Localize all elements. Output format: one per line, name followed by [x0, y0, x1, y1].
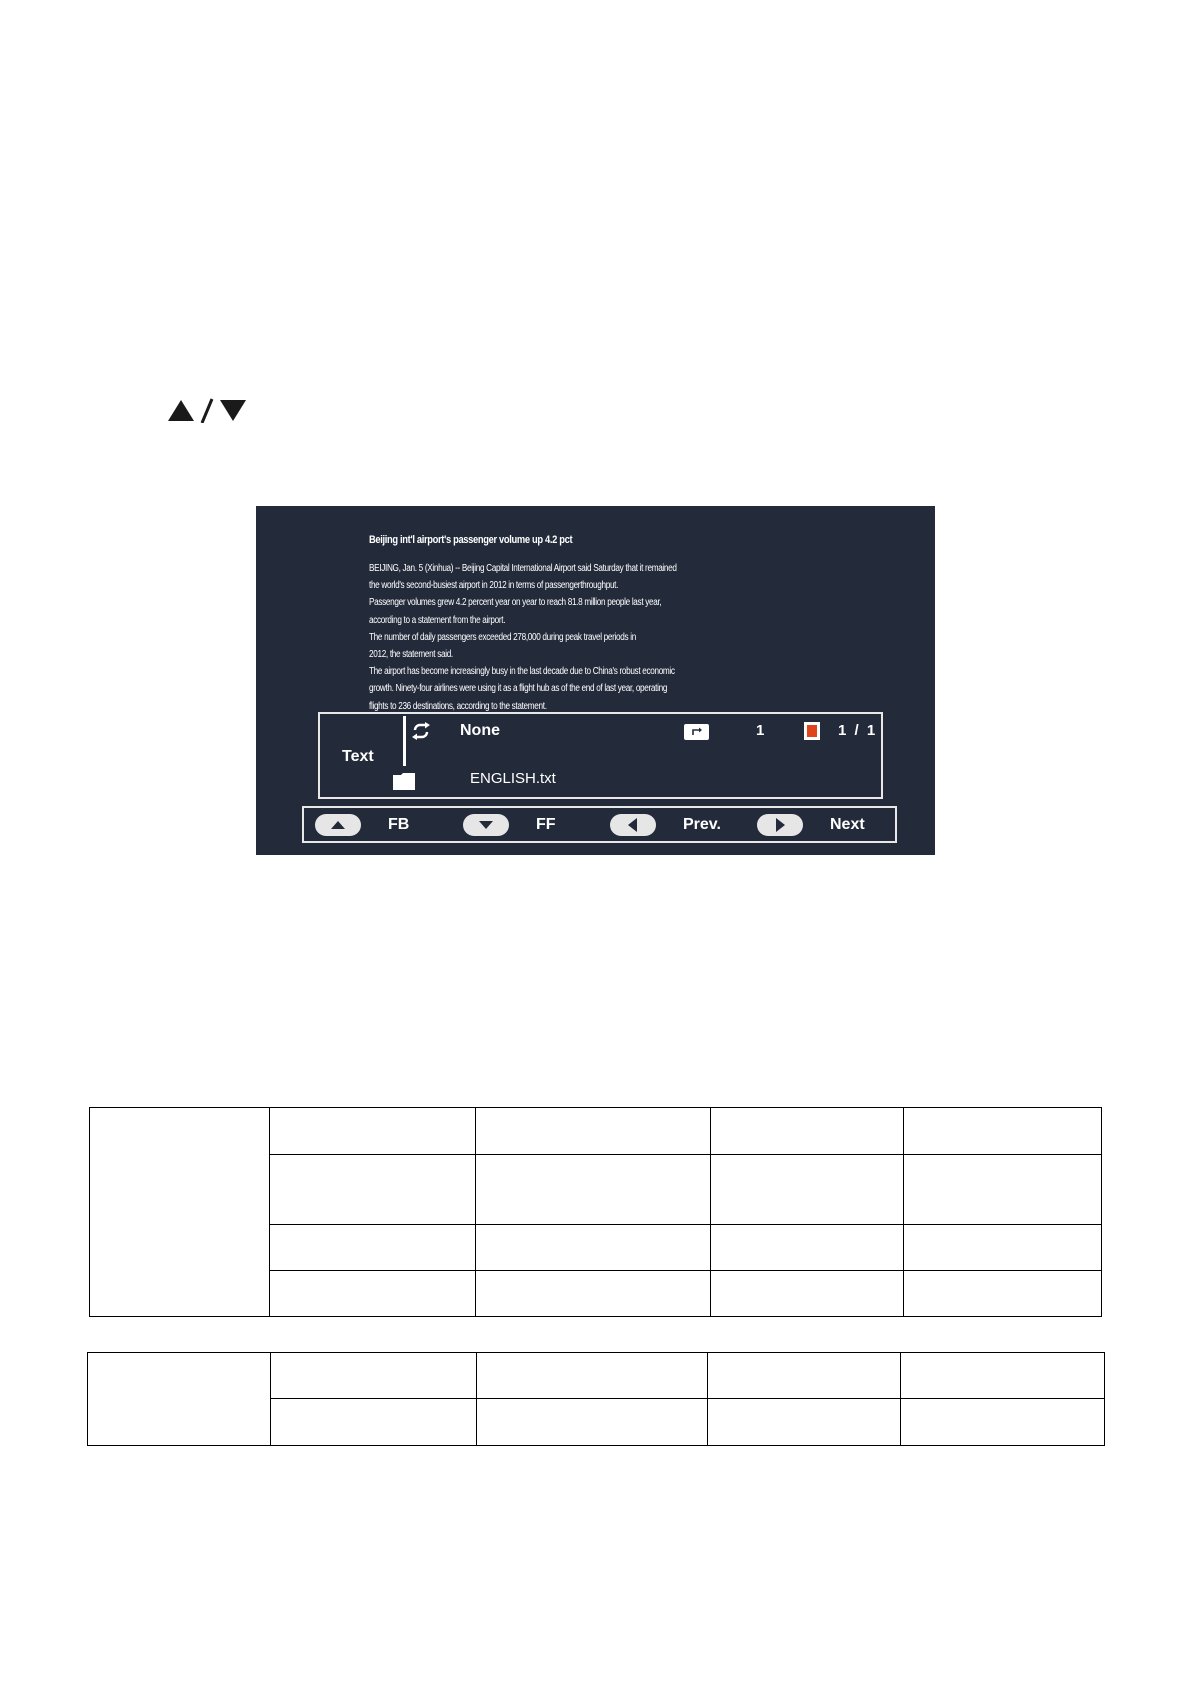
empty-table-1 — [89, 1107, 1102, 1317]
page-icon — [684, 724, 709, 740]
repeat-mode-value: None — [460, 722, 500, 739]
panel-divider — [403, 716, 406, 766]
article-line: Passenger volumes grew 4.2 percent year on year to reach 81.8 million people last year, — [369, 597, 662, 609]
table-cell — [708, 1353, 901, 1399]
table-cell — [90, 1108, 270, 1317]
table-cell — [710, 1271, 904, 1317]
article-line: The airport has become increasingly busy in the last decade due to China's robust economic — [369, 666, 675, 678]
table-cell — [904, 1225, 1102, 1271]
table-cell — [710, 1108, 904, 1155]
file-name: ENGLISH.txt — [470, 770, 556, 787]
table-cell — [477, 1353, 708, 1399]
right-arrow-icon — [757, 814, 803, 836]
article-line: according to a statement from the airport. — [369, 614, 506, 626]
table-cell — [476, 1108, 711, 1155]
text-viewer-screen — [256, 506, 935, 855]
previous-label: Prev. — [683, 816, 721, 833]
table-cell — [710, 1155, 904, 1225]
article-text — [369, 528, 709, 718]
file-count: 1 / 1 — [838, 722, 876, 739]
table-cell — [904, 1271, 1102, 1317]
left-arrow-icon — [610, 814, 656, 836]
table-cell — [708, 1399, 901, 1446]
fast-backward-label: FB — [388, 816, 410, 833]
article-line: The number of daily passengers exceeded 278,000 during peak travel periods in — [369, 631, 636, 643]
table-cell — [88, 1353, 271, 1446]
table-cell — [269, 1271, 476, 1317]
table-cell — [271, 1353, 477, 1399]
table-cell — [476, 1155, 711, 1225]
article-line: BEIJING, Jan. 5 (Xinhua) -- Beijing Capital International Airport said Saturday that it remained — [369, 563, 677, 574]
table-cell — [477, 1399, 708, 1446]
table-cell — [476, 1225, 711, 1271]
article-title: Beijing int'l airport's passenger volume up 4.2 pct — [369, 534, 573, 546]
table-cell — [271, 1399, 477, 1446]
table-cell — [476, 1271, 711, 1317]
info-panel — [318, 712, 883, 799]
article-line: growth. Ninety-four airlines were using it as a flight hub as of the end of last year, operating — [369, 683, 668, 695]
page-number: 1 — [756, 722, 765, 739]
fast-forward-label: FF — [536, 816, 556, 833]
table-cell — [710, 1225, 904, 1271]
table-cell — [269, 1155, 476, 1225]
repeat-icon — [412, 722, 430, 740]
table-cell — [269, 1225, 476, 1271]
next-label: Next — [830, 816, 865, 833]
table-cell — [904, 1155, 1102, 1225]
empty-table-2 — [87, 1352, 1105, 1446]
up-down-arrows-icon — [166, 397, 250, 423]
table-cell — [904, 1108, 1102, 1155]
table-cell — [901, 1399, 1105, 1446]
table-cell — [269, 1108, 476, 1155]
folder-icon — [393, 773, 415, 790]
article-line: the world's second-busiest airport in 2012 in terms of passengerthroughput. — [369, 580, 619, 592]
control-bar — [302, 806, 897, 843]
down-arrow-icon — [463, 814, 509, 836]
article-line: 2012, the statement said. — [369, 649, 453, 661]
up-arrow-icon — [315, 814, 361, 836]
table-cell — [901, 1353, 1105, 1399]
mode-label: Text — [342, 748, 374, 765]
file-count-icon — [804, 722, 820, 740]
article-line: flights to 236 destinations, according to the statement. — [369, 700, 547, 712]
